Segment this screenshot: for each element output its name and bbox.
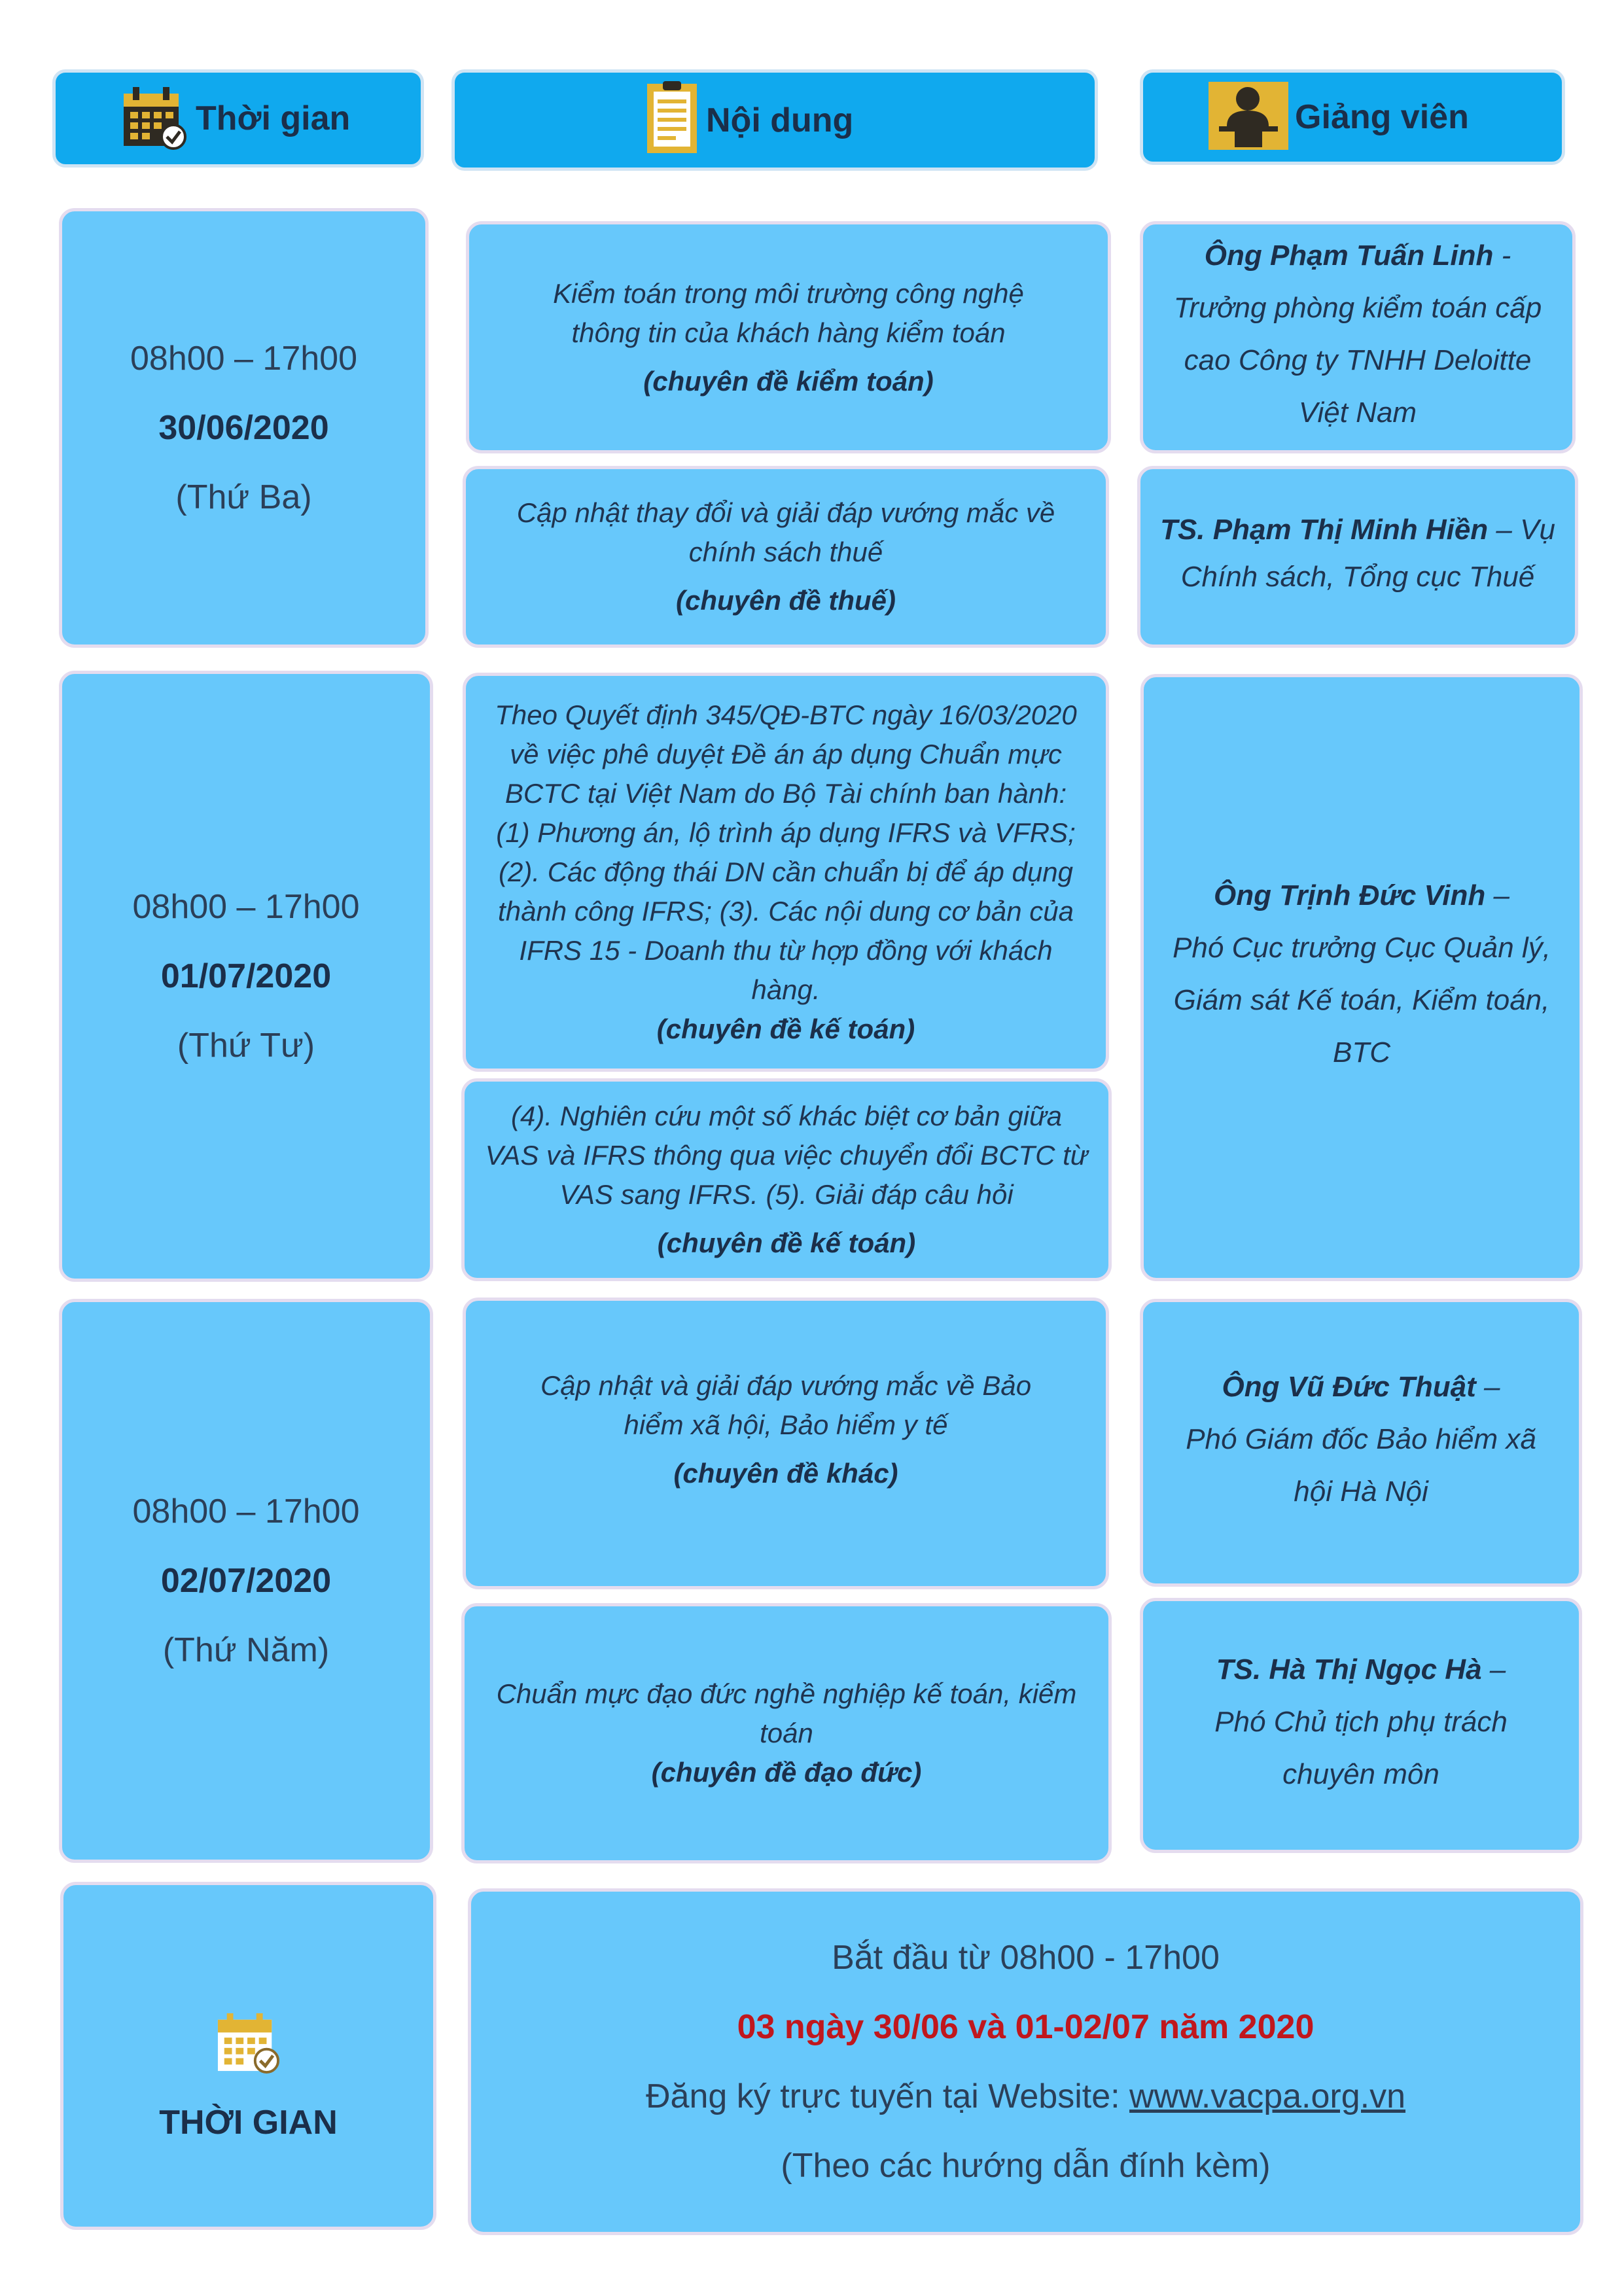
day-2-content-2	[461, 1078, 1112, 1281]
document-icon	[644, 81, 699, 159]
header-time	[52, 69, 424, 168]
content-text: (4). Nghiên cứu một số khác biệt cơ bản giữa VAS và IFRS thông qua việc chuyển đổi BCTC từ VAS sang IFRS. (5). Giải đáp câu hỏi	[485, 1101, 1088, 1210]
calendar-icon	[215, 2009, 282, 2077]
lecturer-name: TS. Hà Thị Ngọc Hà	[1216, 1653, 1482, 1686]
lecturer-dash: –	[1485, 879, 1509, 911]
content-text: Cập nhật thay đổi và giải đáp vướng mắc về chính sách thuế	[516, 497, 1055, 567]
day-3-lecturer-1	[1140, 1299, 1582, 1587]
content-text: Kiểm toán trong môi trường công nghệ thông tin của khách hàng kiểm toán	[553, 277, 1024, 348]
session-date: 30/06/2020	[158, 409, 329, 447]
content-topic: (chuyên đề kế toán)	[656, 1014, 915, 1044]
content-topic: (chuyên đề đạo đức)	[651, 1757, 922, 1788]
content-text: Chuẩn mực đạo đức nghề nghiệp kế toán, kiểm toán	[496, 1678, 1077, 1748]
content-text: Cập nhật và giải đáp vướng mắc về Bảo hiểm xã hội, Bảo hiểm y tế	[540, 1370, 1032, 1440]
footer-dates: 03 ngày 30/06 và 01-02/07 năm 2020	[737, 2008, 1315, 2046]
day-1-time-cell	[59, 208, 429, 648]
lecturer-role: - Trưởng phòng kiểm toán cấp cao Công ty TNHH Deloitte Việt Nam	[1173, 239, 1542, 429]
day-2-time-cell	[59, 671, 433, 1282]
session-weekday: (Thứ Năm)	[162, 1631, 330, 1669]
header-content-label: Nội dung	[706, 101, 854, 139]
lecturer-dash: –	[1481, 1653, 1506, 1686]
lecturer-role: – Vụ Chính sách, Tổng cục Thuế	[1180, 514, 1555, 593]
day-1-lecturer-1	[1140, 221, 1576, 453]
calendar-icon	[121, 83, 189, 154]
footer-register	[646, 2062, 1405, 2131]
day-3-content-1	[463, 1298, 1109, 1589]
lecturer-role: Phó Giám đốc Bảo hiểm xã hội Hà Nội	[1186, 1423, 1536, 1508]
content-topic: (chuyên đề khác)	[673, 1458, 898, 1489]
lecturer-name: Ông Trịnh Đức Vinh	[1214, 879, 1486, 911]
lecturer-dash: –	[1475, 1371, 1500, 1403]
day-3-time-cell	[59, 1299, 433, 1863]
day-2-lecturer	[1140, 674, 1583, 1281]
session-time: 08h00 – 17h00	[132, 1492, 360, 1530]
header-lecturer-label: Giảng viên	[1295, 98, 1469, 136]
session-date: 02/07/2020	[160, 1562, 332, 1600]
day-3-lecturer-2	[1140, 1598, 1582, 1853]
day-2-content-1	[463, 673, 1109, 1072]
session-time: 08h00 – 17h00	[132, 888, 360, 926]
footer-start-time: Bắt đầu từ 08h00 - 17h00	[832, 1939, 1220, 1977]
session-weekday: (Thứ Ba)	[175, 478, 312, 516]
lecturer-role: Phó Cục trưởng Cục Quản lý, Giám sát Kế toán, Kiểm toán, BTC	[1173, 932, 1551, 1069]
lecturer-text	[1143, 233, 1572, 442]
content-topic: (chuyên đề kiểm toán)	[643, 365, 934, 397]
speaker-icon	[1209, 82, 1288, 153]
footer-info-cell	[468, 1888, 1583, 2235]
day-1-content-1	[466, 221, 1111, 453]
header-content	[451, 69, 1098, 171]
footer-note: (Theo các hướng dẫn đính kèm)	[781, 2147, 1271, 2185]
lecturer-text	[1145, 1364, 1577, 1521]
lecturer-name: TS. Phạm Thị Minh Hiền	[1160, 514, 1489, 546]
footer-time-label: THỜI GIAN	[159, 2103, 338, 2142]
session-weekday: (Thứ Tư)	[177, 1027, 315, 1065]
session-time: 08h00 – 17h00	[130, 340, 357, 378]
footer-register-prefix: Đăng ký trực tuyến tại Website:	[645, 2077, 1130, 2115]
lecturer-name: Ông Phạm Tuấn Linh	[1204, 239, 1494, 272]
content-topic: (chuyên đề kế toán)	[657, 1227, 916, 1258]
content-topic: (chuyên đề thuế)	[675, 585, 896, 616]
content-text: Theo Quyết định 345/QĐ-BTC ngày 16/03/2020 về việc phê duyệt Đề án áp dụng Chuẩn mực BCTC tại Việt Nam do Bộ Tài chính ban hành: (1) Phương án, lộ trình áp dụng IFRS và VFRS; (2). Các động thái DN cần chuẩn bị để áp dụng thành công IFRS; (3). Các nội dung cơ bản của IFRS 15 - Doanh thu từ hợp đồng với khách hàng.	[495, 699, 1077, 1005]
footer-time-cell	[60, 1882, 436, 2230]
day-1-lecturer-2	[1137, 466, 1578, 648]
day-1-content-2	[463, 466, 1109, 648]
lecturer-text	[1145, 1647, 1577, 1804]
header-time-label: Thời gian	[196, 99, 351, 137]
lecturer-text	[1144, 873, 1580, 1082]
lecturer-role: Phó Chủ tịch phụ trách chuyên môn	[1214, 1706, 1508, 1790]
lecturer-name: Ông Vũ Đức Thuật	[1222, 1371, 1476, 1403]
header-lecturer	[1140, 69, 1565, 165]
session-date: 01/07/2020	[160, 957, 332, 995]
day-3-content-2	[461, 1603, 1112, 1863]
lecturer-text	[1140, 510, 1575, 604]
website-link[interactable]: www.vacpa.org.vn	[1129, 2077, 1405, 2115]
